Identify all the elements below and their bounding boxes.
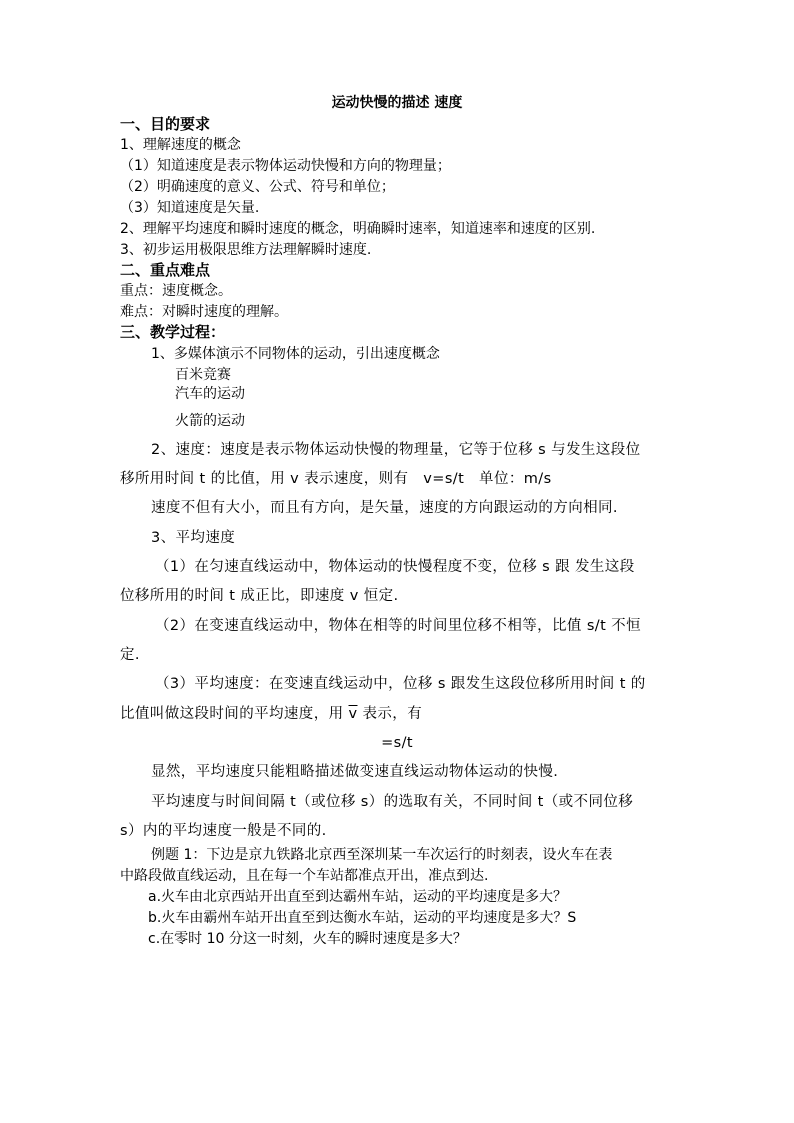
section-heading-process: 三、教学过程： bbox=[120, 323, 226, 341]
paragraph-line: s）内的平均速度一般是不同的. bbox=[120, 823, 327, 839]
text-segment: 比值叫做这段时间的平均速度，用 bbox=[120, 706, 349, 722]
example-question: c.在零时 10 分这一时刻，火车的瞬时速度是多大？ bbox=[148, 931, 467, 947]
example-question: b.火车由霸州车站开出直至到达衡水车站，运动的平均速度是多大？S bbox=[148, 910, 577, 926]
paragraph-line: （2）在变速直线运动中，物体在相等的时间里位移不相等，比值 s/t 不恒 bbox=[155, 618, 641, 634]
process-item: 3、平均速度 bbox=[151, 530, 236, 546]
example-question: a.火车由北京西站开出直至到达霸州车站，运动的平均速度是多大？ bbox=[148, 889, 568, 905]
key-point-focus: 重点：速度概念。 bbox=[120, 283, 232, 299]
example-line: 例题 1：下边是京九铁路北京西至深圳某一车次运行的时刻表，设火车在表 bbox=[151, 847, 613, 863]
paragraph-line: 速度不但有大小，而且有方向，是矢量，速度的方向跟运动的方向相同. bbox=[151, 500, 618, 516]
section-heading-key-points: 二、重点难点 bbox=[120, 261, 211, 279]
formula: =s/t bbox=[381, 735, 413, 751]
key-point-difficulty: 难点：对瞬时速度的理解。 bbox=[120, 304, 288, 320]
process-example: 百米竞赛 bbox=[175, 367, 231, 383]
goal-item: 3、初步运用极限思维方法理解瞬时速度. bbox=[120, 242, 372, 258]
process-example: 汽车的运动 bbox=[175, 386, 245, 402]
text-segment: 表示，有 bbox=[357, 706, 423, 722]
goal-subitem: （1）知道速度是表示物体运动快慢和方向的物理量； bbox=[120, 158, 451, 174]
paragraph-line: 平均速度与时间间隔 t（或位移 s）的选取有关，不同时间 t（或不同位移 bbox=[151, 794, 634, 810]
paragraph-line: 位移所用的时间 t 成正比，即速度 v 恒定. bbox=[120, 588, 399, 604]
paragraph-line: 显然，平均速度只能粗略描述做变速直线运动物体运动的快慢. bbox=[151, 764, 559, 780]
paragraph-line: 移所用时间 t 的比值，用 v 表示速度，则有 v=s/t 单位：m/s bbox=[120, 471, 552, 487]
average-velocity-symbol: $\overline{v}$ bbox=[348, 706, 358, 722]
process-item: 1、多媒体演示不同物体的运动，引出速度概念 bbox=[151, 346, 440, 362]
paragraph-line bbox=[120, 705, 422, 723]
paragraph-line: （3）平均速度：在变速直线运动中，位移 s 跟发生这段位移所用时间 t 的 bbox=[155, 676, 646, 692]
goal-item: 2、理解平均速度和瞬时速度的概念，明确瞬时速率，知道速率和速度的区别. bbox=[120, 221, 596, 237]
goal-item: 1、理解速度的概念 bbox=[120, 137, 241, 153]
paragraph-line: 定. bbox=[120, 647, 140, 663]
paragraph-line: （1）在匀速直线运动中，物体运动的快慢程度不变，位移 s 跟 发生这段 bbox=[155, 559, 635, 575]
goal-subitem: （2）明确速度的意义、公式、符号和单位； bbox=[120, 179, 395, 195]
paragraph-line: 2、速度：速度是表示物体运动快慢的物理量，它等于位移 s 与发生这段位 bbox=[151, 442, 641, 458]
goal-subitem: （3）知道速度是矢量. bbox=[120, 200, 260, 216]
document-title: 运动快慢的描述 速度 bbox=[331, 95, 463, 111]
example-line: 中路段做直线运动，且在每一个车站都准点开出，准点到达. bbox=[120, 868, 489, 884]
section-heading-goals: 一、目的要求 bbox=[120, 115, 211, 133]
process-example: 火箭的运动 bbox=[175, 413, 245, 429]
